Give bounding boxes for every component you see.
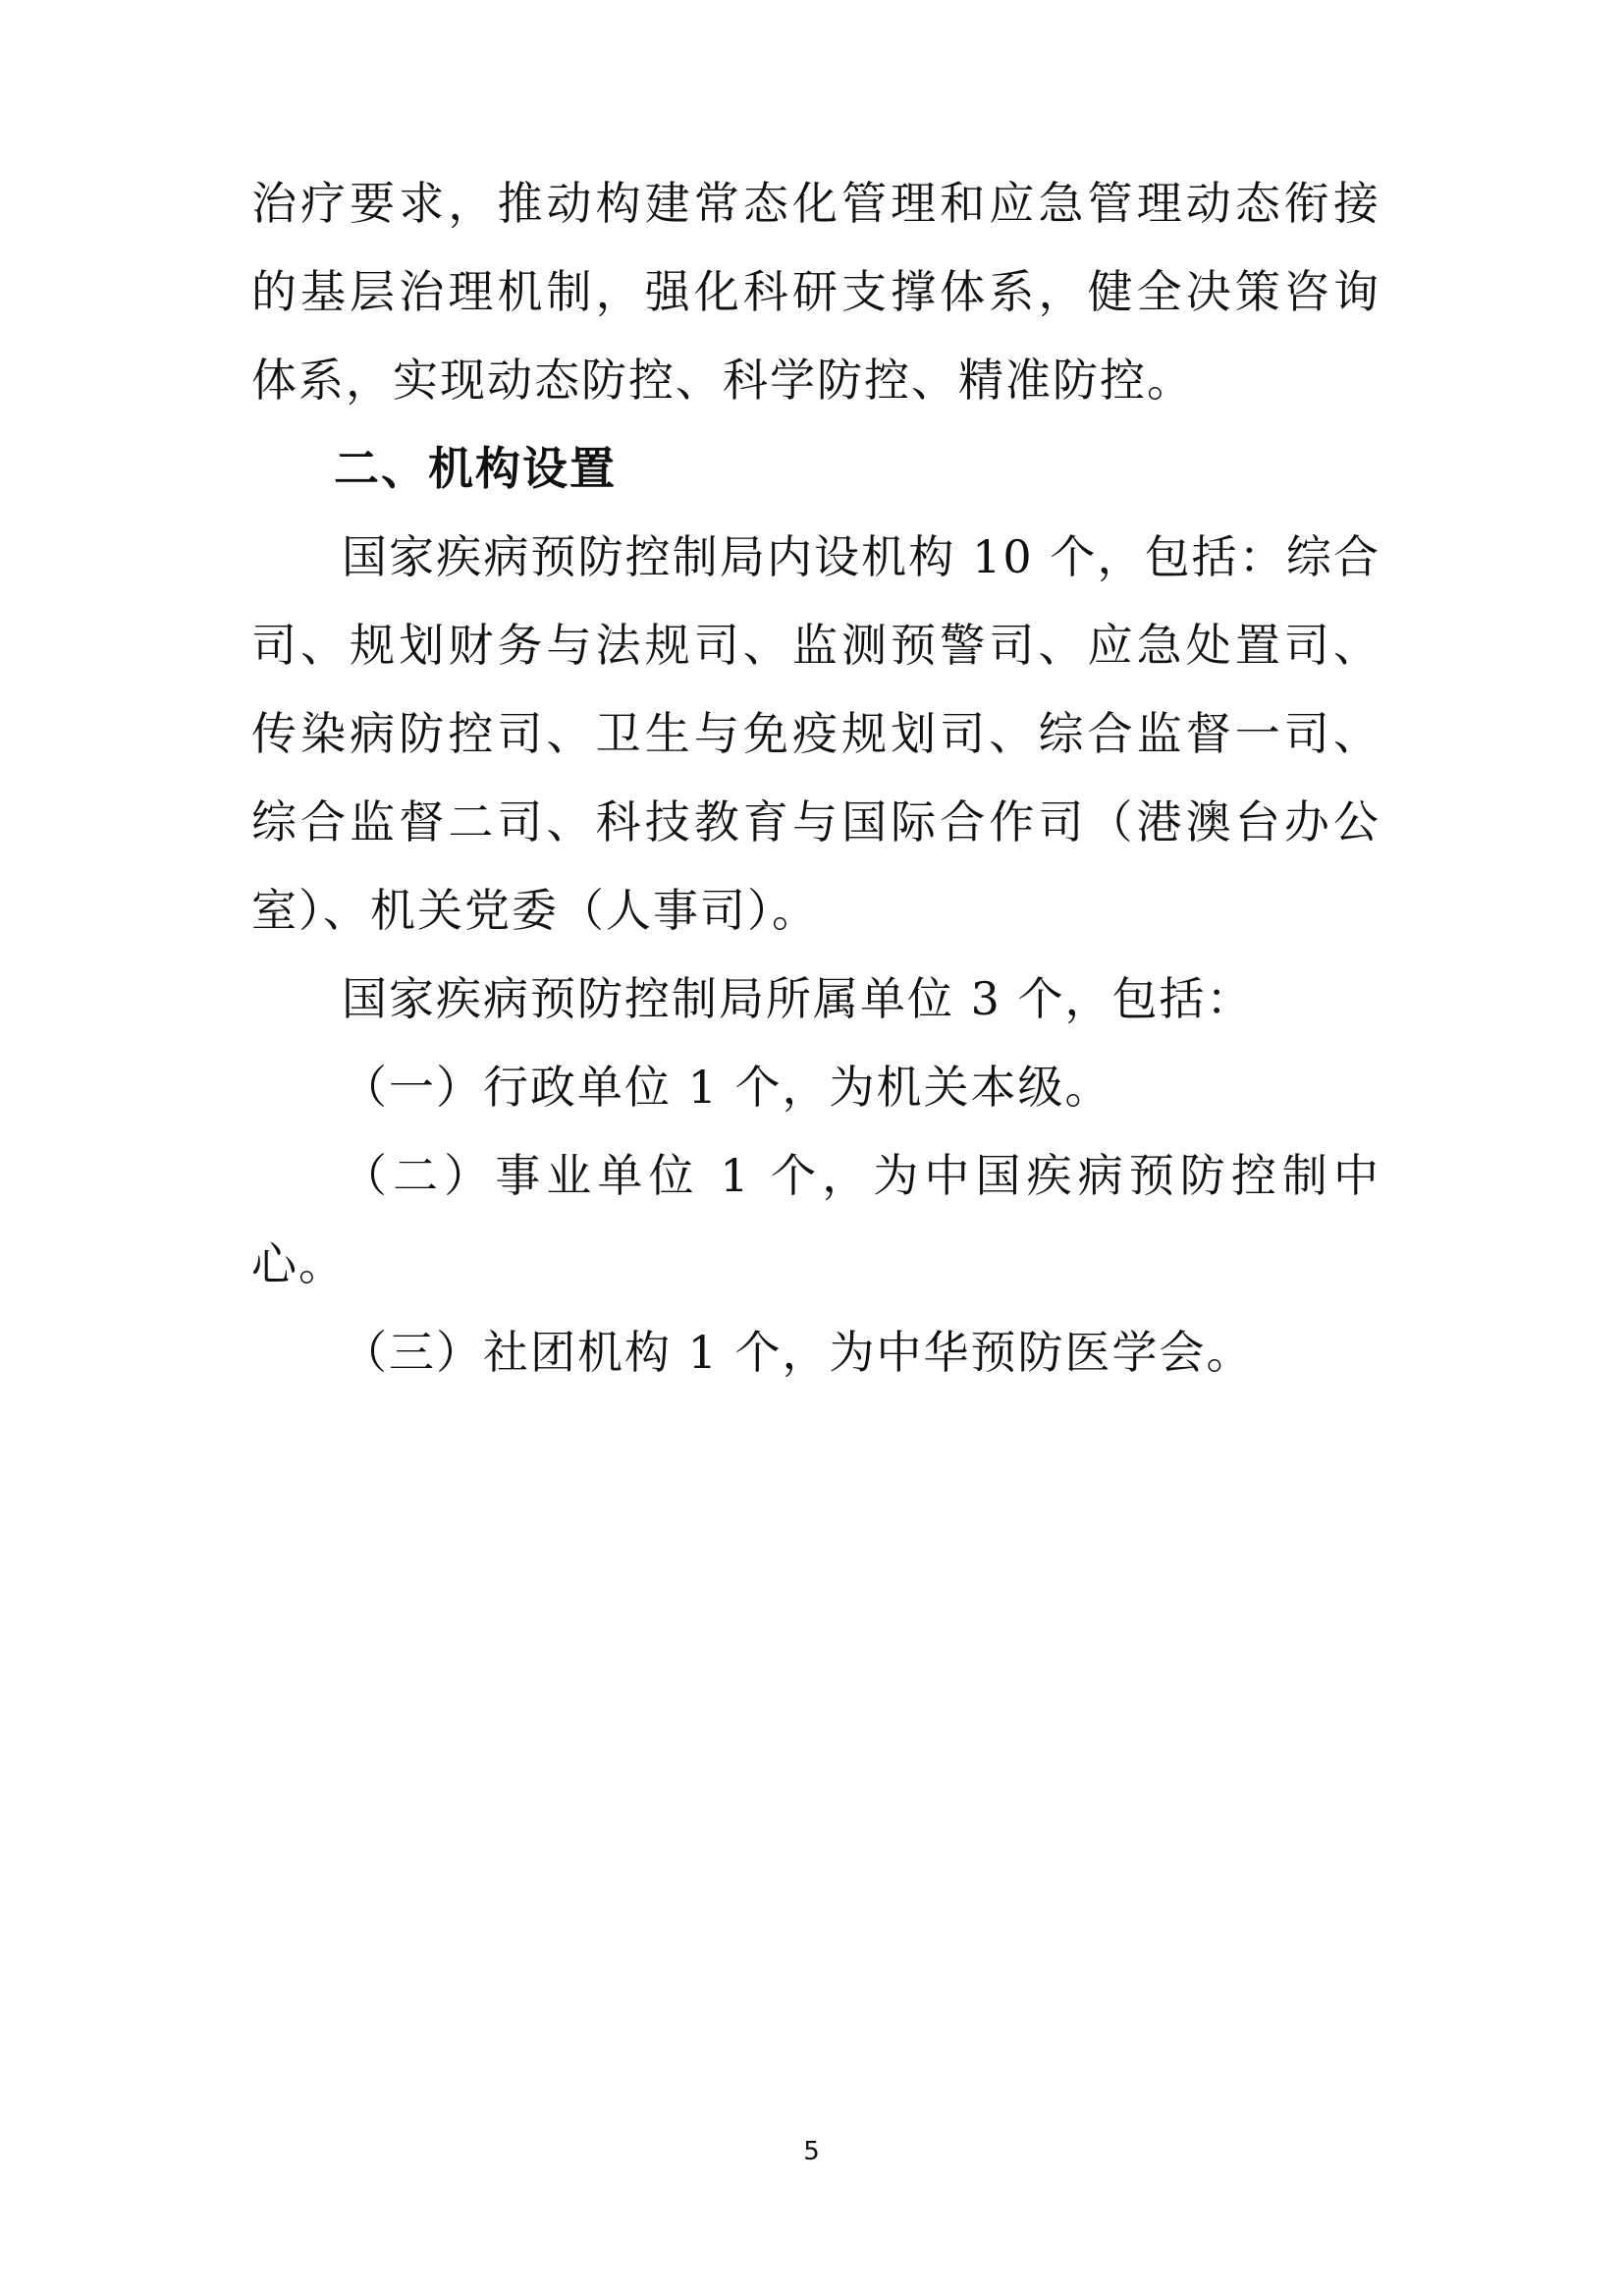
list-item-public-institution: （二）事业单位 1 个，为中国疾病预防控制中心。 [251,1149,1380,1290]
list-item-administrative-unit: （一）行政单位 1 个，为机关本级。 [342,1061,1112,1114]
section-heading: 二、机构设置 [334,442,617,495]
document-body [251,159,1380,1396]
list-item-social-organization: （三）社团机构 1 个，为中华预防医学会。 [342,1326,1254,1379]
page-number: 5 [803,2137,820,2166]
paragraph-affiliated-units: 国家疾病预防控制局所属单位 3 个，包括： [342,972,1254,1025]
paragraph-continuation: 治疗要求，推动构建常态化管理和应急管理动态衔接的基层治理机制，强化科研支撑体系，健全决策咨询体系，实现动态防控、科学防控、精准防控。 [251,177,1380,407]
paragraph-internal-departments: 国家疾病预防控制局内设机构 10 个，包括：综合司、规划财务与法规司、监测预警司、应急处置司、传染病防控司、卫生与免疫规划司、综合监督一司、综合监督二司、科技教育与国际合作司（港澳台办公室）、机关党委（人事司）。 [251,530,1380,937]
